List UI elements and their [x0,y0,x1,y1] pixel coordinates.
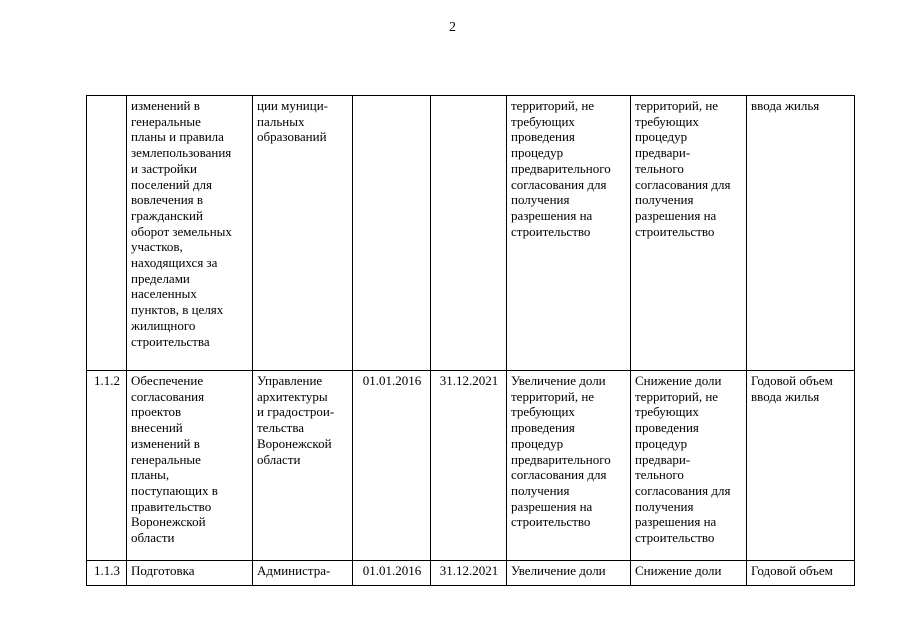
start-date-cell [353,96,431,371]
expected-result-cell: Увеличение доли [507,561,631,586]
consequence-cell: Снижение доли территорий, не требующих проведения процедур предвари- тельного согласования для получения разрешения на строительство [631,371,747,561]
start-date-cell: 01.01.2016 [353,561,431,586]
end-date-cell: 31.12.2021 [431,371,507,561]
table-row [87,371,855,561]
activity-cell: Подготовка [127,561,253,586]
row-number: 1.1.3 [87,561,127,586]
row-number [87,96,127,371]
table-row [87,561,855,586]
consequence-cell: территорий, не требующих процедур предвари- тельного согласования для получения разрешения на строительство [631,96,747,371]
executor-cell: ции муници- пальных образований [253,96,353,371]
page-number: 2 [449,20,456,35]
row-number: 1.1.2 [87,371,127,561]
table-row [87,96,855,371]
expected-result-cell: территорий, не требующих проведения процедур предварительного согласования для получения разрешения на строительство [507,96,631,371]
activity-cell: изменений в генеральные планы и правила землепользования и застройки поселений для вовлечения в гражданский оборот земельных участков, находящихся за пределами населенных пунктов, в целях жилищного строительства [127,96,253,371]
indicator-cell: Годовой объем [747,561,855,586]
executor-cell: Администра- [253,561,353,586]
expected-result-cell: Увеличение доли территорий, не требующих проведения процедур предварительного согласования для получения разрешения на строительство [507,371,631,561]
indicator-cell: ввода жилья [747,96,855,371]
measures-table [86,95,855,586]
start-date-cell: 01.01.2016 [353,371,431,561]
indicator-cell: Годовой объем ввода жилья [747,371,855,561]
activity-cell: Обеспечение согласования проектов внесений изменений в генеральные планы, поступающих в правительство Воронежской области [127,371,253,561]
end-date-cell: 31.12.2021 [431,561,507,586]
executor-cell: Управление архитектуры и градострои- тельства Воронежской области [253,371,353,561]
end-date-cell [431,96,507,371]
consequence-cell: Снижение доли [631,561,747,586]
